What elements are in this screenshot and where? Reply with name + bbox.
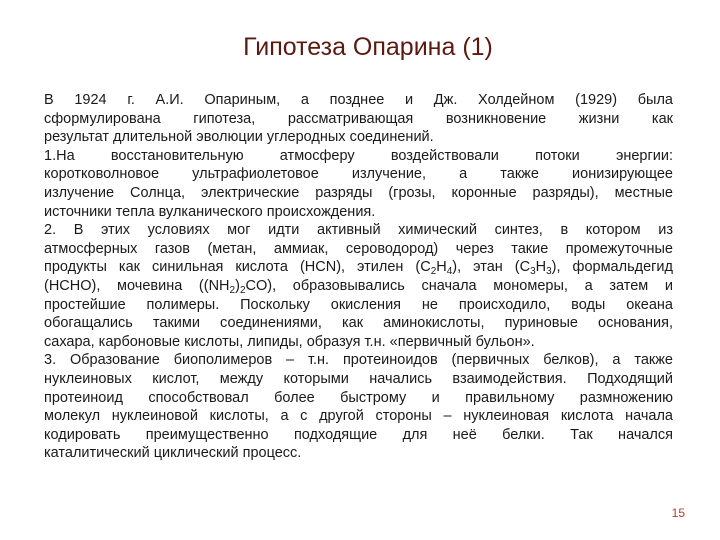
text-line: 2. В этих условиях мог идти активный химический синтез, в котором из — [44, 222, 673, 239]
subscript: 4 — [446, 266, 453, 278]
text-fragment: ) — [235, 277, 240, 294]
text-fragment: ), этан (C — [452, 259, 531, 276]
text-fragment: H — [436, 259, 447, 276]
subscript: 3 — [546, 266, 552, 278]
text-fragment: (HCHO), мочевина ((NH — [44, 277, 230, 294]
paragraph-intro — [44, 91, 673, 147]
text-fragment: H — [535, 259, 547, 276]
page-number: 15 — [671, 506, 685, 520]
text-line: сахара, карбоновые кислоты, липиды, образуя т.н. «первичный бульон». — [44, 333, 535, 350]
text-fragment: CO), образовывались сначала мономеры, а затем и — [245, 277, 674, 294]
text-line: атмосферных газов (метан, аммиак, сероводород) через такие промежуточные — [44, 240, 673, 257]
text-line: 3. Образование биополимеров – т.н. протеиноидов (первичных белков), а также — [44, 352, 673, 369]
text-line: каталитический циклический процесс. — [44, 445, 302, 462]
text-line: коротковолновое ультрафиолетовое излучение, а также ионизирующее — [44, 166, 673, 183]
slide-body — [44, 91, 673, 463]
text-fragment: ), формальдегид — [551, 259, 673, 276]
text-line: нуклеиновых кислот, между которыми начались взаимодействия. Подходящий — [44, 370, 673, 387]
subscript: 2 — [229, 284, 236, 296]
paragraph-stage-2 — [44, 221, 673, 351]
text-fragment: продукты как синильная кислота (HCN), этилен (C — [44, 259, 431, 276]
subscript: 3 — [530, 266, 536, 278]
subscript: 2 — [239, 284, 246, 296]
text-line: В 1924 г. А.И. Опариным, а позднее и Дж. Холдейном (1929) была — [44, 92, 673, 108]
text-line: 1.На восстановительную атмосферу воздействовали потоки энергии: — [44, 147, 673, 164]
text-line-formulas — [44, 258, 673, 277]
text-line: простейшие полимеры. Поскольку окисления не происходило, воды океана — [44, 296, 673, 313]
slide-title: Гипотеза Опарина (1) — [243, 33, 493, 61]
text-line: обогащались такими соединениями, как аминокислоты, пуриновые основания, — [44, 315, 673, 332]
text-line: источники тепла вулканического происхождения. — [44, 203, 376, 220]
text-line: сформулирована гипотеза, рассматривающая возникновение жизни как — [44, 110, 673, 127]
text-line: кодировать преимущественно подходящие для неё белки. Так начался — [44, 426, 673, 443]
text-line: излучение Солнца, электрические разряды (грозы, коронные разряды), местные — [44, 184, 673, 201]
paragraph-stage-1 — [44, 147, 673, 221]
subscript: 2 — [430, 266, 437, 278]
text-line-formulas — [44, 277, 673, 296]
paragraph-stage-3 — [44, 351, 673, 463]
text-line: протеиноид способствовал более быстрому и правильному размножению — [44, 389, 673, 406]
text-line: результат длительной эволюции углеродных соединений. — [44, 129, 434, 146]
text-line: молекул нуклеиновой кислоты, а с другой стороны – нуклеиновая кислота начала — [44, 408, 673, 425]
